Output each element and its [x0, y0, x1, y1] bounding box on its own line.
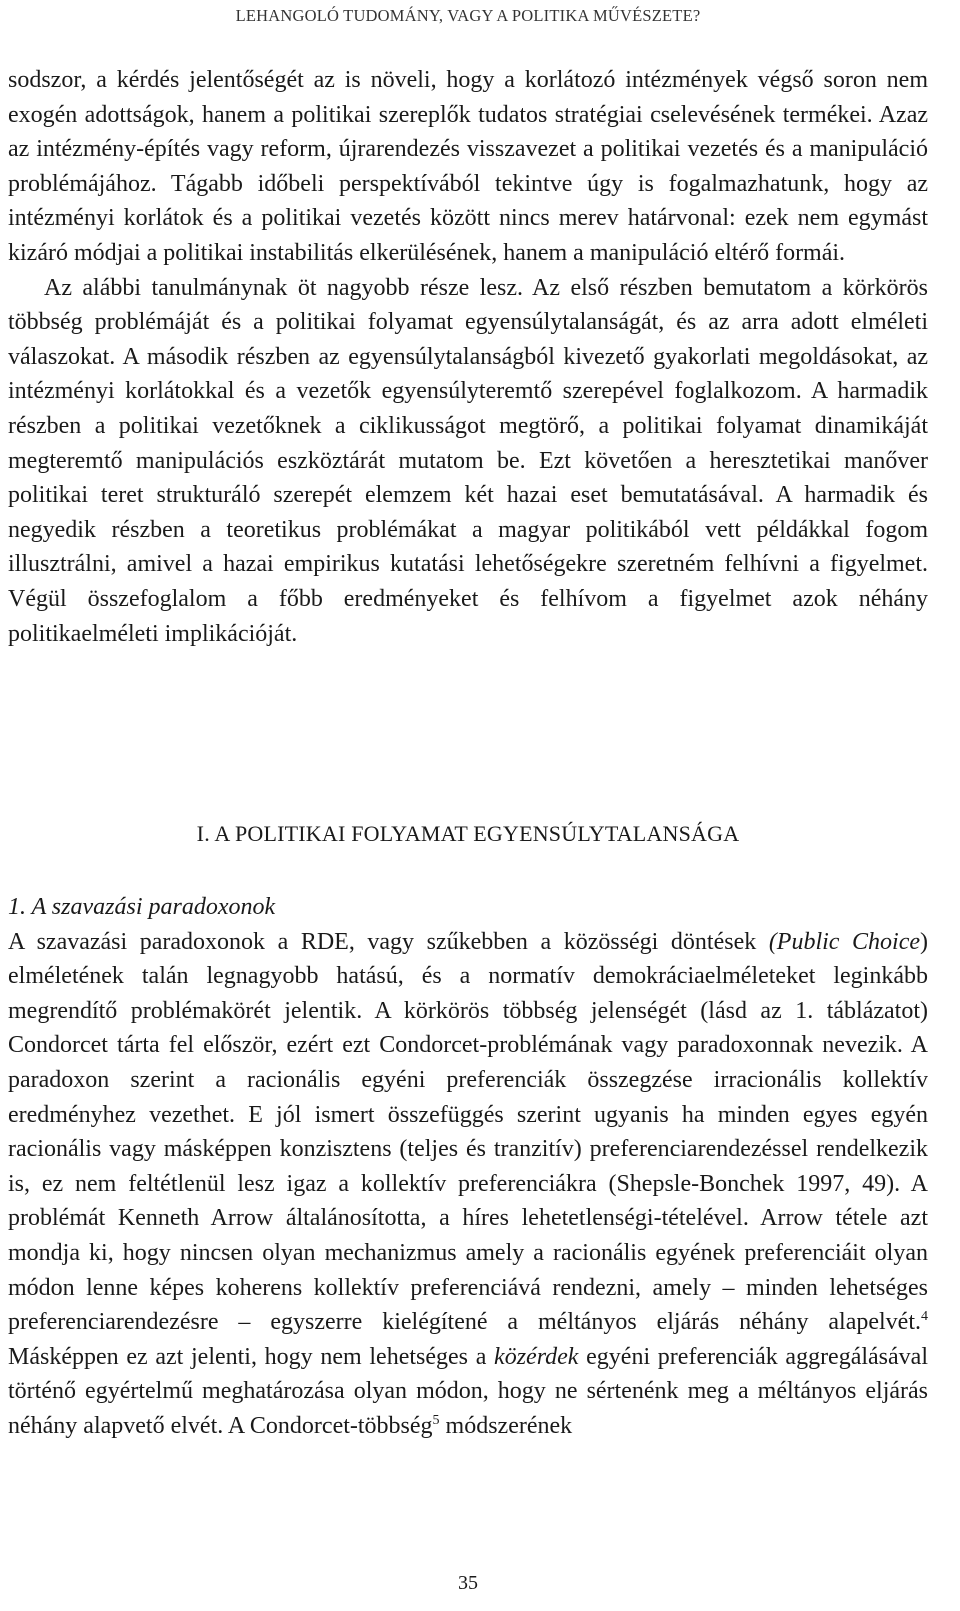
footnote-ref[interactable]: 4 [921, 1309, 928, 1325]
page-number: 35 [458, 1572, 478, 1594]
text-run: Másképpen ez azt jelenti, hogy nem lehetséges a [8, 1343, 495, 1370]
subsection-title-text: A szavazási paradoxonok [31, 894, 276, 920]
paragraph-continued: sodszor, a kérdés jelentőségét az is növeli, hogy a korlátozó intézmények végső soron nem exogén adottságok, hanem a politikai szereplők tudatos stratégiai cselevésének termékei. Azaz az intézmény-építés vagy reform, újrarendezés visszavezet a politikai vezetés és a manipuláció problémájához. Tágabb időbeli perspektívából tekintve úgy is fogalmazhatunk, hogy az intézményi korlátok és a politikai vezetés között nincs merev határvonal: ezek nem egymást kizáró módjai a politikai instabilitás elkerülésének, hanem a manipuláció eltérő formái. [8, 67, 928, 266]
text-run: A szavazási paradoxonok a RDE, vagy szűkebben a közösségi döntések [8, 928, 769, 955]
intro-text [8, 63, 928, 651]
section-text [8, 890, 928, 1444]
paragraph-voting-paradoxes [8, 925, 928, 1444]
subsection-number: 1. [8, 894, 26, 920]
text-italic-public-choice: (Public Choice [768, 928, 921, 955]
footnote-ref[interactable]: 5 [432, 1412, 440, 1428]
text-italic-kozerdek: közérdek [494, 1343, 579, 1370]
text-run: módszerének [439, 1412, 573, 1439]
subsection-title [8, 890, 928, 925]
text-run: ) elméletének talán legnagyobb hatású, és a normatív demokráciaelméleteket leginkább megrendítő problémakörét jelentik. A körkörös többség jelenségét (lásd az 1. táblázatot) Condorcet tárta fel először, ezért ezt Condorcet-problémának vagy paradoxonnak nevezik. A paradoxon szerint a racionális egyéni preferenciák összegzése irracionális kollektív eredményhez vezethet. E jól ismert összefüggés szerint ugyanis ha minden egyes egyén racionális vagy másképpen konzisztens (teljes és tranzitív) preferenciarendezéssel rendelkezik is, ez nem feltétlenül lesz igaz a kollektív preferenciákra (Shepsle-Bonchek 1997, 49). A problémát Kenneth Arrow általánosította, a híres lehetetlenségi-tételével. Arrow tétele azt mondja ki, hogy nincsen olyan mechanizmus amely a racionális egyének preferenciáit olyan módon lenne képes koherens kollektív preferenciává rendezni, amely – minden lehetséges preferenciarendezésre – egyszerre kielégítené a méltányos eljárás néhány alapelvét. [8, 928, 929, 1336]
section-heading: I. A POLITIKAI FOLYAMAT EGYENSÚLYTALANSÁGA [196, 821, 740, 846]
running-header: LEHANGOLÓ TUDOMÁNY, VAGY A POLITIKA MŰVÉSZETE? [235, 6, 701, 25]
paragraph-outline: Az alábbi tanulmánynak öt nagyobb része lesz. Az első részben bemutatom a körkörös többség problémáját és a politikai folyamat egyensúlytalanságát, és az arra adott elméleti válaszokat. A második részben az egyensúlytalanságból kivezető gyakorlati megoldásokat, az intézményi korlátokkal és a vezetők egyensúlyteremtő szerepével foglalkozom. A harmadik részben a politikai vezetőknek a ciklikusságot megtörő, a politikai folyamat dinamikáját megteremtő manipulációs eszköztárát mutatom be. Ezt követően a heresztetikai manőver politikai teret strukturáló szerepét elemzem két hazai eset bemutatásával. A harmadik és negyedik részben a teoretikus problémákat a magyar politikából vett példákkal fogom illusztrálni, amivel a hazai empirikus kutatási lehetőségekre szeretném felhívni a figyelmet. Végül összefoglalom a főbb eredményeket és felhívom a figyelmet azok néhány politikaelméleti implikációját. [8, 274, 928, 647]
text-run: egyéni preferenciák aggregálásával történő egyértelmű meghatározása olyan módon, hogy ne sértenénk meg a méltányos eljárás néhány alapvető elvét. A Condorcet-többség [8, 1343, 928, 1439]
